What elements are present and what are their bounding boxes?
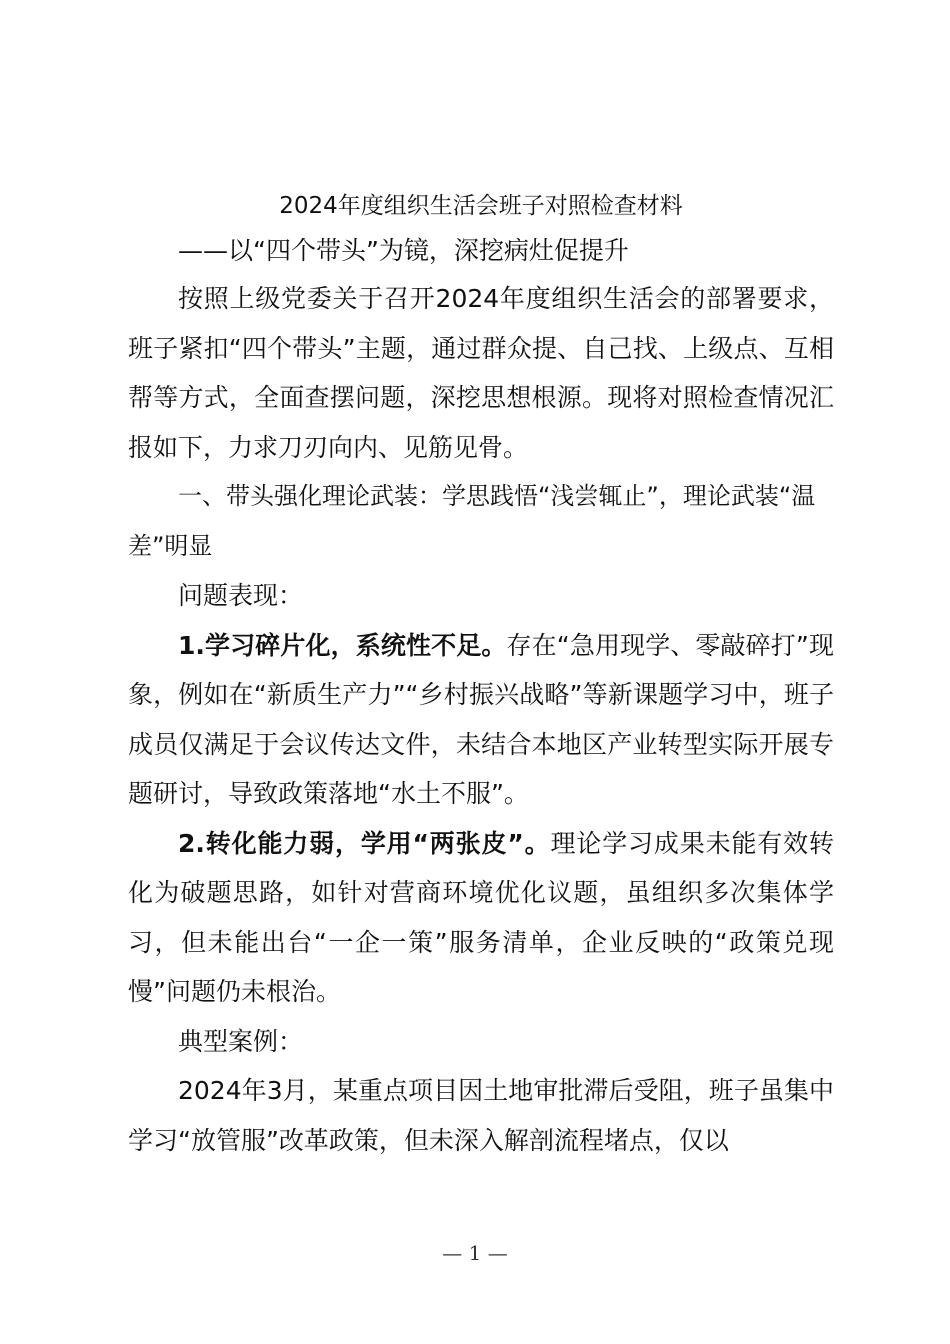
case-paragraph: 2024年3月，某重点项目因土地审批滞后受阻，班子虽集中学习“放管服”改革政策，但未深入解剖流程堵点，仅以 xyxy=(128,1076,834,1155)
problem-item xyxy=(128,819,834,1017)
page-number: — 1 — xyxy=(442,1241,508,1265)
problem-item-lead: 2.转化能力弱，学用“两张皮”。 xyxy=(178,828,551,858)
document-subtitle: ——以“四个带头”为镜，深挖病灶促提升 xyxy=(178,236,629,265)
problem-item-text: 理论学习成果未能有效转化为破题思路，如针对营商环境优化议题，虽组织多次集体学习，但未能出台“一企一策”服务清单，企业反映的“政策兑现慢”问题仍未根治。 xyxy=(128,828,834,1006)
document-title: 2024年度组织生活会班子对照检查材料 xyxy=(279,193,683,219)
document-body xyxy=(128,186,834,1165)
case-label: 典型案例： xyxy=(178,1026,304,1056)
problem-label: 问题表现： xyxy=(178,581,304,610)
problem-item xyxy=(128,621,834,819)
section-heading: 一、带头强化理论武装：学思践悟“浅尝辄止”，理论武装“温差”明显 xyxy=(128,482,816,560)
intro-paragraph: 按照上级党委关于召开2024年度组织生活会的部署要求，班子紧扣“四个带头”主题，通过群众提、自己找、上级点、互相帮等方式，全面查摆问题，深挖思想根源。现将对照检查情况汇报如下，力求刀刃向内、见筋见骨。 xyxy=(128,284,834,462)
problem-item-text: 存在“急用现学、零敲碎打”现象，例如在“新质生产力”“乡村振兴战略”等新课题学习中，班子成员仅满足于会议传达文件，未结合本地区产业转型实际开展专题研讨，导致政策落地“水土不服”。 xyxy=(128,630,834,808)
problem-item-lead: 1.学习碎片化，系统性不足。 xyxy=(178,630,507,660)
